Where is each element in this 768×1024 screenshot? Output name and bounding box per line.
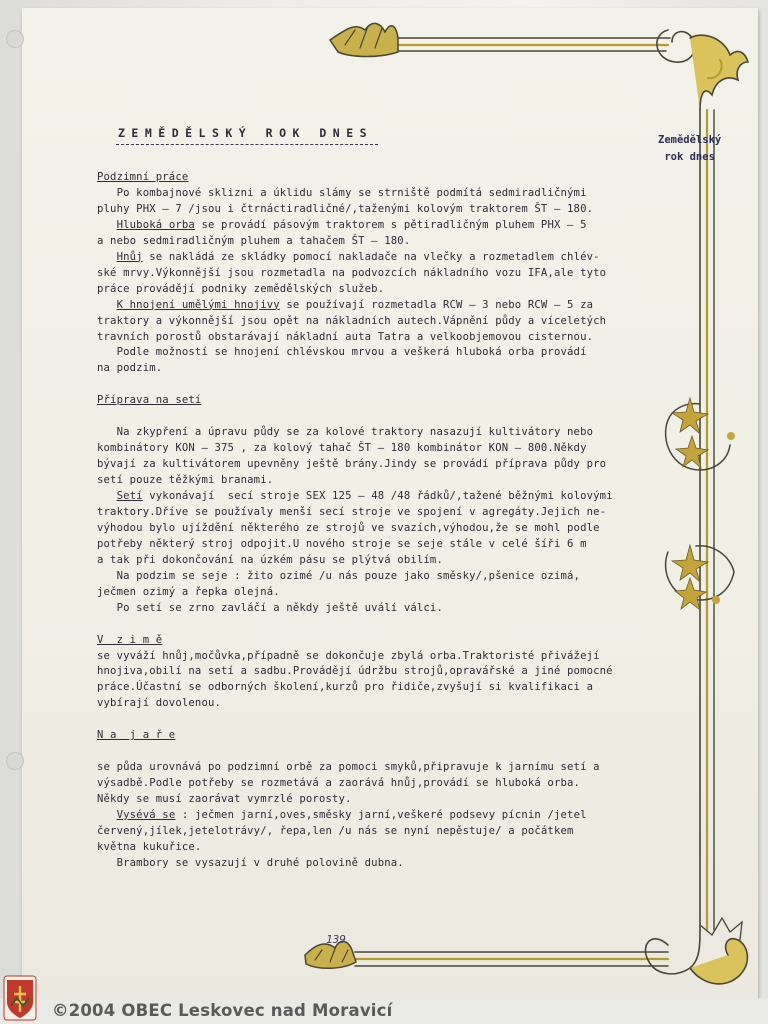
line-text: práce provádějí podniky zemědělských služeb. [97,282,385,295]
line-text [97,490,117,502]
line-text: Na zkypření a úpravu půdy se za kolové traktory nasazují kultivátory nebo [97,426,594,439]
text-line [97,202,593,218]
line-text [97,251,117,263]
text-line [97,505,606,521]
document-title: ZEMĚDĚLSKÝ ROK DNES [118,126,374,140]
line-text: traktory.Dříve se používaly menší secí stroje ve spojení v agregáty.Jejich ne- [97,505,607,518]
text-line [97,521,600,537]
line-text: ské mrvy.Výkonnější jsou rozmetadla na podvozcích nákladního vozu IFA,ale tyto [97,266,607,279]
line-text: práce.Účastní se odborných školení,kurzů pro řidiče,zvyšují si kvalifikaci a [97,681,594,694]
heading-text: Setí [116,490,143,502]
heading-text: V z i m ě [97,633,163,646]
line-text: a tak při dokončování na úzkém pásu se plýtvá obilím. [97,553,443,566]
text-line [97,314,606,330]
line-text: a nebo sedmiradličným pluhem a tahačem ŠT – 180. [97,234,411,247]
line-text: hnojiva,obilí na setí a sadbu.Provádějí údržbu strojů,opravářské a jiné pomocné [97,665,613,678]
line-text: ječmen ozimý a řepka olejná. [97,585,280,598]
text-line [97,537,587,553]
text-line [97,585,280,601]
line-text: výsadbě.Podle potřeby se rozmetává a zaorává hnůj,provádí se hluboká orba. [97,777,581,790]
text-line [97,473,273,489]
line-text: setí pouze těžkými branami. [97,474,274,487]
line-text: se provádí pásovým traktorem s pětiradličným pluhem PHX – 5 [194,218,587,231]
text-line [97,840,201,856]
text-line [97,282,384,298]
line-text: : ječmen jarní,oves,směsky jarní,veškeré podsevy pícnin /jetel [175,809,587,821]
text-line [97,649,600,665]
text-line [97,680,593,696]
line-text: Po setí se zrno zavláčí a někdy ještě uválí válci. [97,601,443,614]
text-line [97,186,587,202]
line-text: na podzim. [97,362,163,375]
side-label-line: rok dnes [664,151,715,163]
text-line [97,393,201,409]
text-line [97,234,410,250]
text-line [97,808,587,824]
text-line [97,218,587,234]
page-number: 139 [326,933,346,946]
side-label [658,132,721,166]
title-underline [116,144,378,145]
side-label-line: Zemědělský [658,134,722,146]
line-text: Na podzim se seje : žito ozimé /u nás pouze jako směsky/,pšenice ozimá, [97,569,581,582]
heading-text: Vysévá se [116,809,176,821]
text-line [97,170,188,186]
line-text: Po kombajnové sklizni a úklidu slámy se strniště podmítá sedmiradličnými [97,186,587,199]
text-line [97,728,175,744]
heading-text: Hluboká orba [116,218,195,231]
heading-text: Příprava na setí [97,394,202,407]
text-line [97,696,221,712]
text-line [97,345,587,361]
text-line [97,856,404,872]
line-text: Někdy se musí zaorávat vymrzlé porosty. [97,793,352,806]
line-text: května kukuřice. [97,840,202,853]
line-text: se nakládá ze skládky pomocí nakladače na vlečky a rozmetadlem chlév- [142,250,600,263]
heading-text: K hnojení umělými hnojivy [116,298,280,311]
line-text: kombinátory KON – 375 , za kolový tahač ŠT – 180 kombinátor KON – 800.Někdy [97,442,587,455]
text-line [97,441,587,457]
line-text: se používají rozmetadla RCW – 3 nebo RCW – 5 za [279,298,594,311]
text-line [97,569,580,585]
text-line [97,298,593,314]
line-text: Podle možností se hnojení chlévskou mrvou a veškerá hluboká orba provádí [97,346,587,359]
line-text: červený,jílek,jetelotrávy/, řepa,len /u nás se nyní nepěstuje/ a počátkem [97,824,574,837]
line-text [97,219,117,231]
text-line [97,425,593,441]
line-text [97,299,117,311]
text-line [97,633,162,649]
copyright-text: ©2004 OBEC Leskovec nad Moravicí [52,1001,393,1020]
coat-of-arms-icon [3,972,37,1022]
text-line [97,266,606,282]
text-line [97,553,443,569]
text-line [97,457,606,473]
text-line [97,664,613,680]
line-text: traktory a výkonnější jsou opět na nákladních autech.Vápnění půdy a víceletých [97,314,607,327]
text-line [97,760,600,776]
line-text: pluhy PHX – 7 /jsou i čtrnáctiradličné/,taženými kolovým traktorem ŠT – 180. [97,202,594,215]
line-text: výhodou bylo ujíždění některého ze strojů ve svazích,výhodou,že se mohl podle [97,521,600,534]
text-line [97,824,574,840]
text-line [97,330,593,346]
line-text: vykonávají secí stroje SEX 125 – 48 /48 řádků/,tažené běžnými kolovými [142,490,613,502]
heading-text: Hnůj [116,250,143,263]
text-line [97,792,352,808]
line-text: Brambory se vysazují v druhé polovině dubna. [97,856,404,869]
line-text: travních porostů obstarávají nákladní auta Tatra a velkoobjemovou cisternou. [97,330,594,343]
line-text: se vyváží hnůj,močůvka,případně se dokončuje zbylá orba.Traktoristé přivážejí [97,649,600,662]
text-line [97,601,443,617]
line-text: bývají za kultivátorem upevněny ještě brány.Jindy se provádí příprava půdy pro [97,458,607,471]
line-text: vybírají dovolenou. [97,697,222,710]
text-line [97,489,613,505]
line-text: se půda urovnává po podzimní orbě za pomoci smyků,připravuje k jarnímu setí a [97,761,600,774]
text-line [97,361,162,377]
line-text: potřeby některý stroj odpojit.U nového stroje se seje stále v celé šíři 6 m [97,537,587,550]
heading-text: Podzimní práce [97,171,189,183]
heading-text: N a j a ř e [97,729,176,742]
text-line [97,250,600,266]
text-line [97,776,580,792]
line-text [97,809,117,821]
